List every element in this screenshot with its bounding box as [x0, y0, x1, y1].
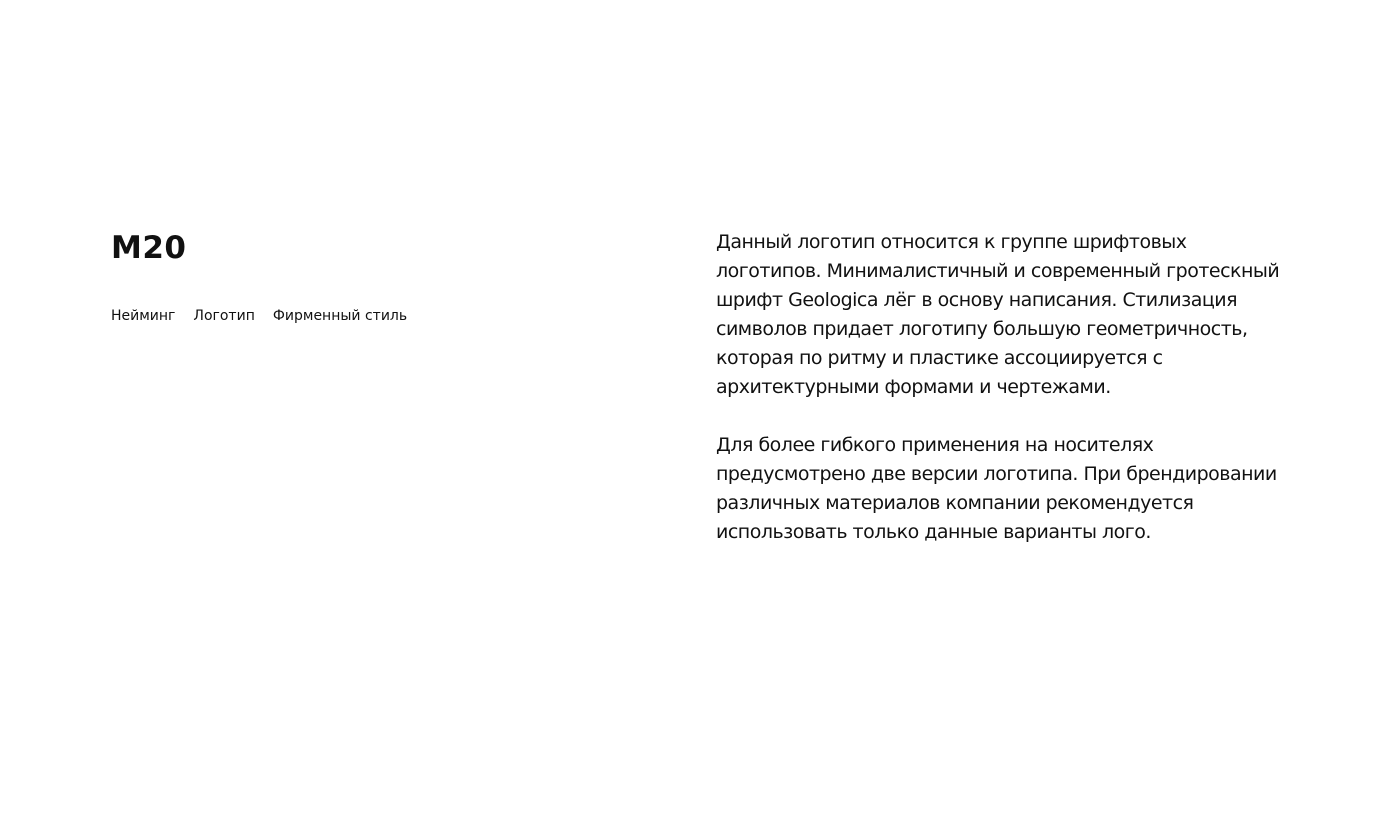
- description-paragraph-2: Для более гибкого применения на носителях предусмотрено две версии логотипа. При брендировании различных материалов компании рекомендуется использовать только данные варианты лого.: [716, 434, 1277, 543]
- tag-brand-identity[interactable]: Фирменный стиль: [272, 308, 408, 324]
- project-header: [111, 228, 407, 326]
- tag-logo[interactable]: Логотип: [193, 308, 255, 324]
- tag-naming[interactable]: Нейминг: [111, 308, 176, 324]
- project-title: М20: [111, 230, 187, 266]
- project-description: [716, 228, 1296, 547]
- description-paragraph-1: Данный логотип относится к группе шрифтовых логотипов. Минималистичный и современный гротескный шрифт Geologica лёг в основу написания. Стилизация символов придает логотипу большую геометричность, которая по ритму и пластике ассоциируется с архитектурными формами и чертежами.: [716, 231, 1280, 398]
- project-tags: [111, 306, 407, 326]
